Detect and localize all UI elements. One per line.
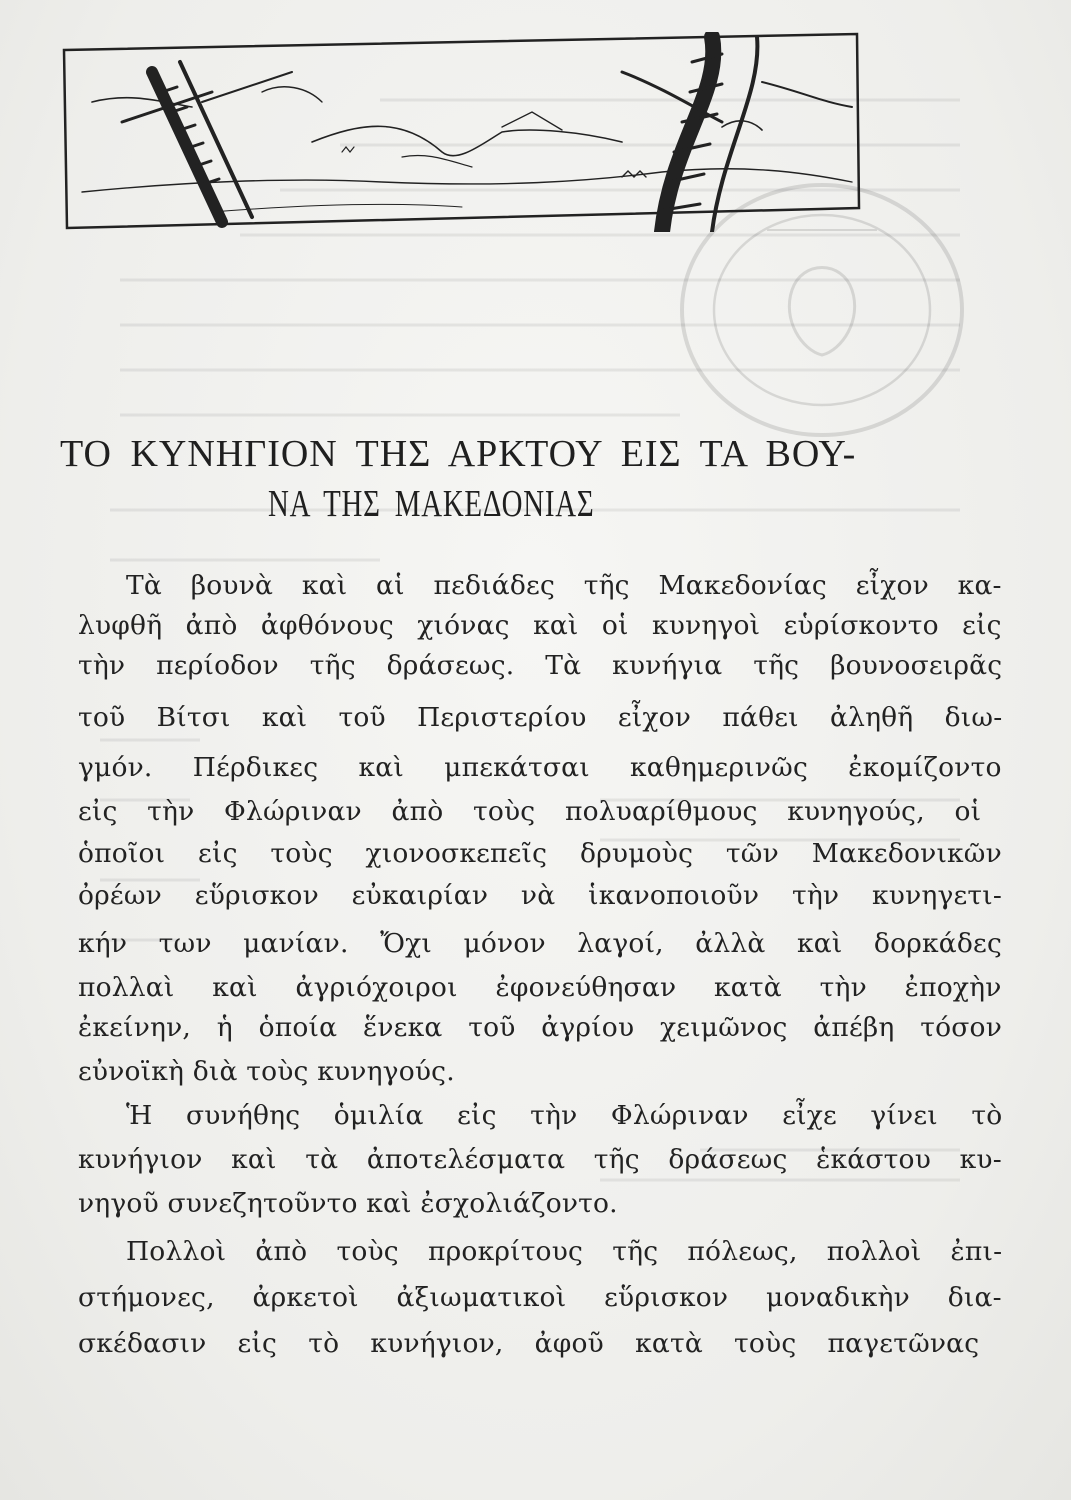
paragraph-1-line: εὐνοϊκὴ διὰ τοὺς κυνηγούς. xyxy=(78,1056,455,1087)
paragraph-1-line: λυφθῆ ἀπὸ ἀφθόνους χιόνας καὶ οἱ κυνηγοὶ εὑρίσκοντο εἰς xyxy=(78,610,1002,641)
paragraph-1-line: κήν των μανίαν. Ὄχι μόνον λαγοί, ἀλλὰ καὶ δορκάδες xyxy=(78,928,1002,959)
paragraph-1-line: ὀρέων εὕρισκον εὐκαιρίαν νὰ ἱκανοποιοῦν τὴν κυνηγετι- xyxy=(78,880,1003,911)
paragraph-1-line: τοῦ Βίτσι καὶ τοῦ Περιστερίου εἶχον πάθει ἀληθῆ διω- xyxy=(78,702,1003,733)
paragraph-3-line: στήμονες, ἀρκετοὶ ἀξιωματικοὶ εὕρισκον μοναδικὴν δια- xyxy=(78,1282,1002,1313)
paragraph-3-line: σκέδασιν εἰς τὸ κυνήγιον, ἀφοῦ κατὰ τοὺς παγετῶνας xyxy=(78,1328,980,1359)
paragraph-1-line: εἰς τὴν Φλώριναν ἀπὸ τοὺς πολυαρίθμους κυνηγούς, οἱ xyxy=(78,796,982,827)
paragraph-1-line: ἐκείνην, ἡ ὁποία ἕνεκα τοῦ ἀγρίου χειμῶνος ἀπέβη τόσον xyxy=(78,1012,1003,1043)
paragraph-2-line: νηγοῦ συνεζητοῦντο καὶ ἐσχολιάζοντο. xyxy=(78,1188,618,1219)
paragraph-2-line: κυνήγιον καὶ τὰ ἀποτελέσματα τῆς δράσεως ἑκάστου κυ- xyxy=(78,1144,1002,1175)
winter-mountain-trees-illustration xyxy=(62,32,862,232)
paragraph-3-line: Πολλοὶ ἀπὸ τοὺς προκρίτους τῆς πόλεως, πολλοὶ ἐπι- xyxy=(126,1236,1003,1267)
chapter-title-line-1: ΤΟ ΚΥΝΗΓΙΟΝ ΤΗΣ ΑΡΚΤΟΥ ΕΙΣ ΤΑ ΒΟΥ- xyxy=(60,433,857,475)
chapter-title-line-2: ΝΑ ΤΗΣ ΜΑΚΕΔΟΝΙΑΣ xyxy=(268,483,595,525)
paragraph-1-line: γμόν. Πέρδικες καὶ μπεκάτσαι καθημερινῶς ἐκομίζοντο xyxy=(78,752,1002,783)
paragraph-1-line: Τὰ βουνὰ καὶ αἱ πεδιάδες τῆς Μακεδονίας εἶχον κα- xyxy=(126,570,1002,601)
paragraph-1-line: πολλαὶ καὶ ἀγριόχοιροι ἐφονεύθησαν κατὰ τὴν ἐποχὴν xyxy=(78,972,1002,1003)
paragraph-1-line: ὁποῖοι εἰς τοὺς χιονοσκεπεῖς δρυμοὺς τῶν Μακεδονικῶν xyxy=(78,838,1002,869)
paragraph-2-line: Ἡ συνήθης ὁμιλία εἰς τὴν Φλώριναν εἶχε γίνει τὸ xyxy=(126,1100,1003,1131)
paragraph-1-line: τὴν περίοδον τῆς δράσεως. Τὰ κυνήγια τῆς βουνοσειρᾶς xyxy=(78,650,1003,681)
